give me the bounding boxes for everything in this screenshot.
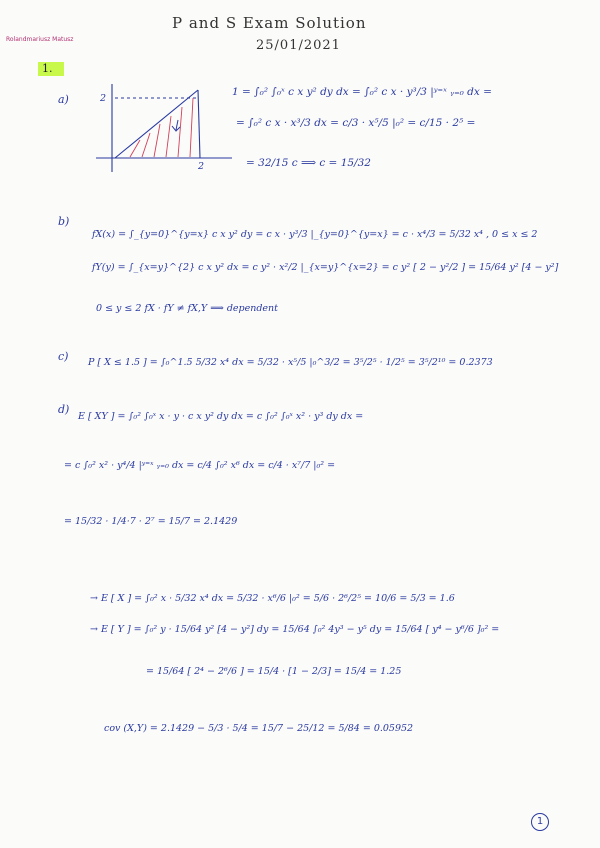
part-d-line: = 15/64 [ 2⁴ − 2⁶/6 ] = 15/4 · [1 − 2/3] = 15/4 = 1.25: [146, 666, 402, 677]
shaded-hatching: [130, 98, 193, 157]
diagonal-line: [115, 90, 198, 158]
part-d-line: cov (X,Y) = 2.1429 − 5/3 · 5/4 = 15/7 − 25/12 = 5/84 = 0.05952: [104, 723, 414, 734]
part-a-line: = 32/15 c ⟹ c = 15/32: [246, 157, 371, 169]
part-d-line: = c ∫₀² x² · y⁴/4 |ʸ⁼ˣ ᵧ₌₀ dx = c/4 ∫₀² x⁶ dx = c/4 · x⁷/7 |₀² =: [64, 460, 336, 471]
part-d-label: d): [58, 403, 70, 416]
part-c-line: P [ X ≤ 1.5 ] = ∫₀^1.5 5/32 x⁴ dx = 5/32 · x⁵/5 |₀^3/2 = 3⁵/2⁵ · 1/2⁵ = 3⁵/2¹⁰ = 0.2373: [88, 357, 493, 368]
part-d-line: E [ XY ] = ∫₀² ∫₀ˣ x · y · c x y² dy dx = c ∫₀² ∫₀ˣ x² · y³ dy dx =: [78, 411, 364, 422]
part-b-label: b): [58, 215, 70, 228]
problem-number: 1.: [42, 62, 53, 75]
graph-y-tick: 2: [100, 93, 107, 104]
part-a-line: 1 = ∫₀² ∫₀ˣ c x y² dy dx = ∫₀² c x · y³/3 |ʸ⁼ˣ ᵧ₌₀ dx =: [232, 86, 492, 98]
part-d-line: → E [ X ] = ∫₀² x · 5/32 x⁴ dx = 5/32 · x⁶/6 |₀² = 5/6 · 2⁶/2⁵ = 10/6 = 5/3 = 1.6: [90, 593, 455, 604]
part-a-line: = ∫₀² c x · x³/3 dx = c/3 · x⁵/5 |₀² = c/15 · 2⁵ =: [236, 117, 476, 129]
part-a-label: a): [58, 93, 69, 106]
part-b-line: fY(y) = ∫_{x=y}^{2} c x y² dx = c y² · x²/2 |_{x=y}^{x=2} = c y² [ 2 − y²/2 ] = 15/64 y² [4 − y²]: [92, 262, 559, 273]
part-b-line: 0 ≤ y ≤ 2 fX · fY ≠ fX,Y ⟹ dependent: [96, 303, 278, 314]
author-stamp: Rolandmariusz Matusz: [6, 36, 74, 43]
part-d-line: → E [ Y ] = ∫₀² y · 15/64 y² [4 − y²] dy = 15/64 ∫₀² 4y³ − y⁵ dy = 15/64 [ y⁴ − y⁶/6 ]₀² =: [90, 624, 500, 635]
part-b-line: fX(x) = ∫_{y=0}^{y=x} c x y² dy = c x · y³/3 |_{y=0}^{y=x} = c · x⁴/3 = 5/32 x⁴ , 0 ≤ x ≤ 2: [92, 229, 538, 240]
arrow-down-icon: [172, 120, 180, 131]
page-title: P and S Exam Solution: [172, 14, 367, 32]
graph-x-tick: 2: [198, 161, 205, 172]
page-number: 1: [531, 813, 549, 831]
part-c-label: c): [58, 350, 69, 363]
exam-date: 25/01/2021: [256, 38, 341, 53]
part-d-line: = 15/32 · 1/4·7 · 2⁷ = 15/7 = 2.1429: [64, 516, 238, 527]
vertical-line-x2: [198, 90, 200, 158]
